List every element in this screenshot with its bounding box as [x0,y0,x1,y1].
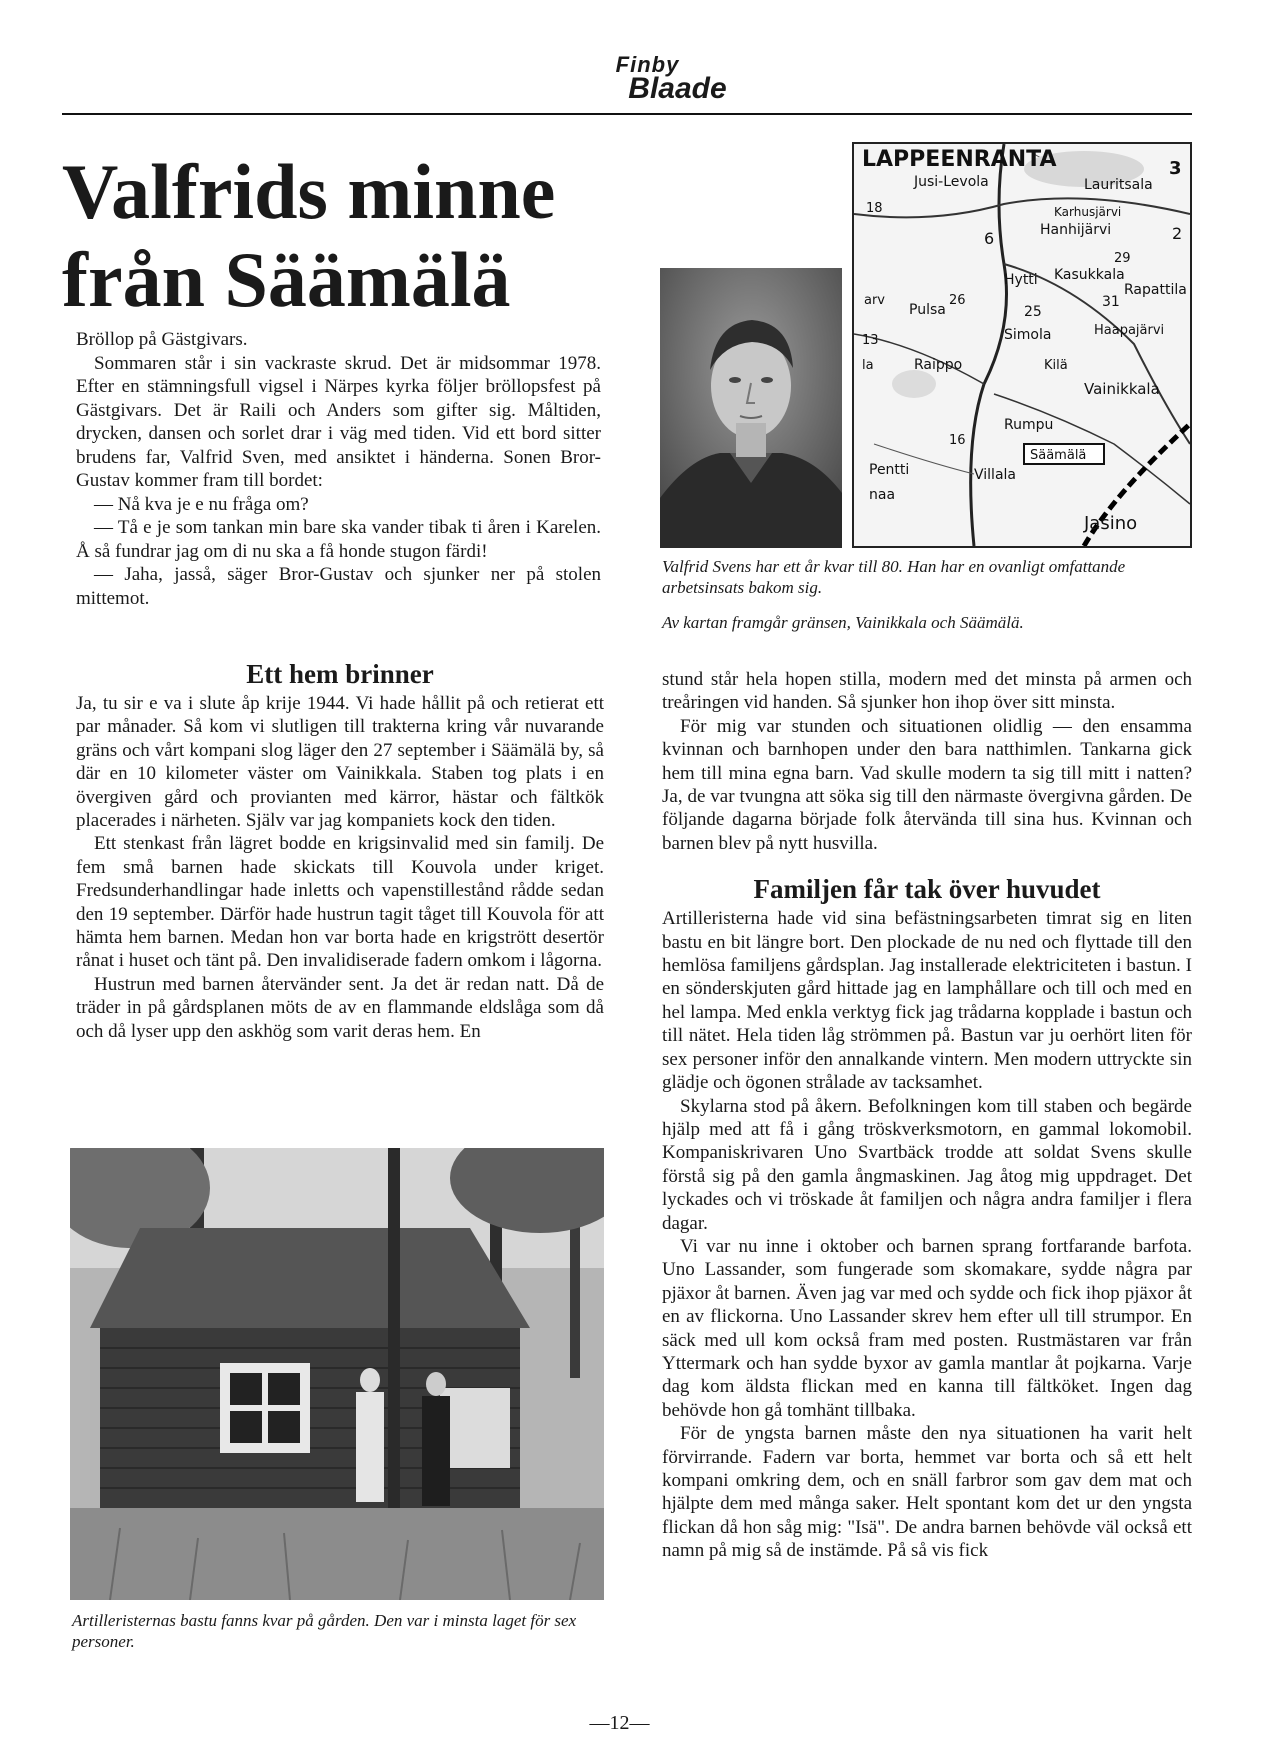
body-paragraph: Artilleristerna hade vid sina befästningsarbeten timrat sig en liten bastu en bit längre bort. Den plockade de nu ned och flyttade till den hemlösa familjens gårdsplan. Jag installerade elektriciteten i bastun. I en sönderskjuten gård hittade jag en lamphållare och till och med en hel lampa. Med enkla verktyg fick jag trådarna kopplade i bastun och till nätet. Hela tiden låg strömmen på. Bastun var ju oerhört liten för sex personer inför den annalkande vintern. Men modern uttryckte sin glädje och ögonen strålade av tacksamhet. [662,908,1192,1094]
lead-paragraph: Bröllop på Gästgivars. [76,329,248,350]
portrait-image [660,268,842,548]
map-label: Vainikkala [1084,380,1160,398]
lead-paragraph: Sommaren står i sin vackraste skrud. Det är midsommar 1978. Efter en stämningsfull vigsel i Närpes kyrka följer bröllopsfest på Gästgivars. Det är Raili och Anders som gifter sig. Måltiden, drycken, dansen och sorlet drar i väg med tiden. Vid ett bord sitter brudens far, Valfrid Sven, med ansiktet i händerna. Sonen Bror-Gustav kommer fram till bordet: [76,352,601,491]
body-paragraph: Vi var nu inne i oktober och barnen sprang fortfarande barfota. Uno Lassander, som fungerade som skomakare, sydde några par pjäxor åt barnen. Även jag var med och sydde och fick ihop pjäxor åt en av flickorna. Uno Lassander skrev hem efter ull till strumpor. En säck med ull kom också fram med posten. Rustmästaren var från Yttermark och han sydde byxor av gamla mantlar åt pojkarna. Varje dag kom äldsta flickan med en kanna till fältköket. Ingen dag behövde hon gå tomhänt tillbaka. [662,1235,1192,1421]
map-caption: Av kartan framgår gränsen, Vainikkala och Säämälä. [662,613,1024,632]
map-label: Haapajärvi [1094,323,1165,338]
article-title [62,148,662,324]
map-label: Hanhijärvi [1040,222,1112,238]
body-paragraph: stund står hela hopen stilla, modern med det minsta på armen och treåringen vid handen. Så sjunker hon ihop över sitt minsta. [662,669,1192,714]
masthead-rule [62,113,1192,115]
map-figure [852,142,1192,548]
title-line2: från Säämälä [62,236,511,323]
map-label: naa [869,487,896,503]
body-paragraph: Ett stenkast från lägret bodde en krigsinvalid med sin familj. De fem små barnen hade skickats till Kouvola under kriget. Fredsunderhandlingar hade inletts och vapenstillestånd rådde sedan den 19 september. Därför hade hustrun tagit tåget till Kouvola för att hämta hem barnen. Medan hon var borta hade en krigstrött desertör rånat i huset och tänt på. Den invalidiserade fadern omkom i lågorna. [76,833,604,972]
map-label: Pulsa [909,302,946,318]
map-road-number: 25 [1024,304,1042,320]
lead-paragraph: — Nå kva je e nu fråga om? [94,493,309,515]
map-label: Lauritsala [1084,177,1153,193]
sauna-image [70,1148,604,1600]
body-paragraph: För mig var stunden och situationen olidlig — den ensamma kvinnan och barnhopen under den bara natthimlen. Tankarna gick hem till mina egna barn. Vad skulle modern ta sig till mitt i natten? Ja, de var tvungna att söka sig till den närmaste övergivna gården. De följande dagarna började folk återvända till sina hus. Kvinnan och barnen blev på nytt husvilla. [662,715,1192,854]
map-road-number: 26 [949,293,966,308]
body-paragraph: Skylarna stod på åkern. Befolkningen kom till staben och begärde hjälp med att få i gång tröskverksmotorn, en gammal lokomobil. Kompaniskrivaren Uno Svartbäck trodde att soldat Svens skulle förstå sig på den gamla ångmaskinen. Jag åtog mig uppdraget. Det lyckades och vi tröskade åt familjen och några andra familjer i flera dagar. [662,1095,1192,1234]
map-label: Simola [1004,327,1052,343]
map-road-number: 18 [866,201,883,216]
map-label: Pentti [869,462,910,478]
page-number: —12— [589,1712,650,1734]
map-image [854,144,1190,546]
map-label: Kasukkala [1054,267,1125,283]
map-label-city: LAPPEENRANTA [862,147,1057,172]
photo-caption: Artilleristernas bastu fanns kvar på gården. Den var i minsta laget för sex personer. [72,1611,577,1651]
map-label: Jusi-Levola [914,174,989,190]
map-road-number: 13 [862,333,879,348]
section-heading-familjen: Familjen får tak över huvudet [753,874,1101,905]
body-paragraph: Ja, tu sir e va i slute åp krije 1944. Vi hade hållit på och retierat ett par månader. Så kom vi slutligen till trakterna kring vår nuvarande gräns och vårt kompani slog läger den 27 september i Säämälä by, så där en 10 kilometer väster om Vainikkala. Staben tog plats i en övergiven gård och provianten med kärror, hästar och fältkök placerades i närheten. Själv var jag kompaniets kock den tiden. [76,693,604,832]
map-road-number: 3 [1169,158,1182,179]
map-label: Hytti [1004,272,1038,288]
left-column [76,658,604,1043]
map-label: Kilä [1044,358,1068,373]
map-road-number: 2 [1172,224,1183,243]
body-paragraph: För de yngsta barnen måste den nya situationen ha varit helt förvirrande. Fadern var borta, hemmet var borta och så ett helt kompani omkring dem, och en snäll farbror som gav dem mat och hjälpte dem med många saker. Helt spontant kom det ur den yngsta flickan då hon såg mig: "Isä". De andra barnen behövde väl också ett namn på mig så de instämde. På så vis fick [662,1423,1192,1562]
map-label: Raippo [914,357,963,373]
sauna-photo [70,1148,604,1600]
map-label: Jasino [1084,513,1138,534]
masthead-line1: Finby [615,52,680,77]
map-label: Karhusjärvi [1054,205,1122,219]
right-column [662,668,1192,1563]
map-label: la [862,358,874,373]
map-label: Rapattila [1124,282,1187,298]
portrait-caption: Valfrid Svens har ett år kvar till 80. Han har en ovanligt omfattande arbetsinsats bakom sig. [662,557,1126,597]
portrait-photo [660,268,842,548]
map-road-number: 29 [1114,251,1131,266]
map-label: Villala [974,467,1016,483]
lead-paragraph: — Jaha, jasså, säger Bror-Gustav och sjunker ner på stolen mittemot. [76,564,601,609]
body-paragraph: Hustrun med barnen återvänder sent. Ja det är redan natt. Då de träder in på gårdsplanen möts de av en flammande eldslåga som då och då lyser upp den askhög som varit deras hem. En [76,973,604,1042]
section-heading-ett-hem-brinner: Ett hem brinner [246,659,434,689]
map-label: arv [864,293,886,308]
map-road-number: 16 [949,433,966,448]
map-road-number: 31 [1102,294,1120,310]
title-line1: Valfrids minne [62,148,556,235]
figure-captions [662,556,1192,647]
article-lead [76,328,601,610]
masthead [0,52,1275,106]
map-road-number: 6 [984,229,995,248]
map-label: Rumpu [1004,417,1054,433]
lead-paragraph: — Tå e je som tankan min bare ska vander tibak ti åren i Karelen. Å så fundrar jag om di nu ska a få honde stugon färdi! [76,517,601,562]
masthead-line2: Blaade [628,72,727,105]
map-label-saamala: Säämälä [1030,448,1087,463]
